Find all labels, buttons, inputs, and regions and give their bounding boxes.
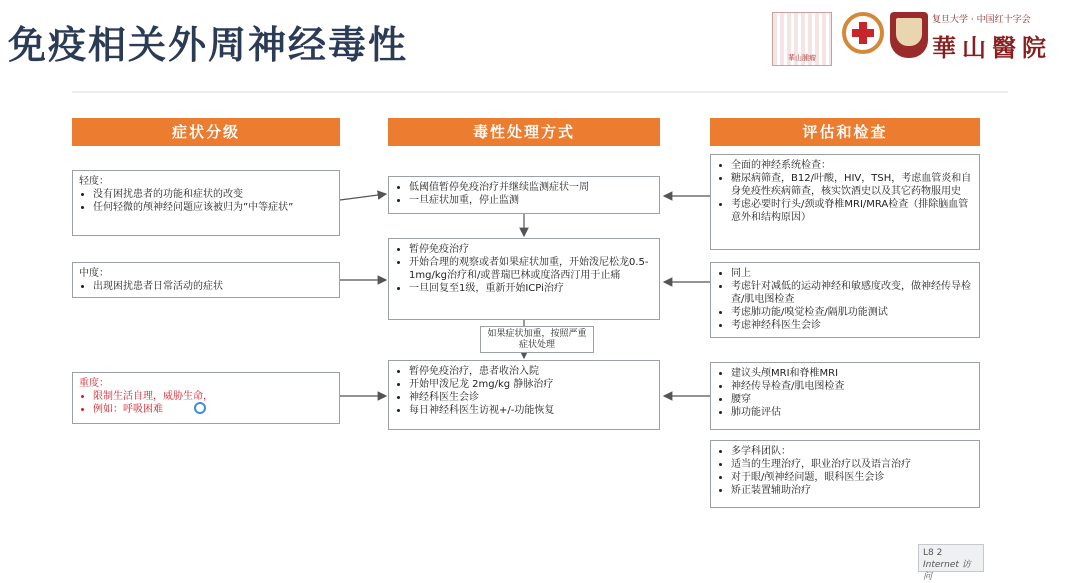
eval-team-item: • 适当的生理治疗，职业治疗以及语言治疗 bbox=[731, 458, 973, 471]
eval-severe-item: • 腰穿 bbox=[731, 393, 973, 406]
badge-line-1: L8 2 bbox=[923, 548, 943, 558]
manage-moderate-item: • 开始合理的观察或者如果症状加重，开始泼尼松龙0.5-1mg/kg治疗和/或普瑞巴林或度洛西汀用于止痛 bbox=[409, 256, 653, 282]
eval-severe-item: • 肺功能评估 bbox=[731, 406, 973, 419]
cancer-center-caption: 華山腫瘤 bbox=[788, 54, 816, 62]
page-title: 免疫相关外周神经毒性 bbox=[8, 23, 409, 67]
eval-team-item: • 对于眼/颅神经问题，眼科医生会诊 bbox=[731, 471, 973, 484]
logo-subtitle: 复旦大学 · 中国红十字会 bbox=[932, 15, 1031, 25]
escalation-note: 如果症状加重，按照严重症状处理 bbox=[480, 326, 594, 353]
eval-severe-box bbox=[710, 362, 980, 430]
eval-mild-item: • 糖尿病筛查，B12/叶酸，HIV，TSH，考虑血管炎和自身免疫性疾病筛查，核实饮酒史以及其它药物服用史 bbox=[731, 172, 973, 198]
manage-moderate-item: • 一旦回复至1级，重新开始ICPi治疗 bbox=[409, 282, 653, 295]
eval-moderate-item: • 同上 bbox=[731, 267, 973, 280]
eval-team-box bbox=[710, 440, 980, 508]
grade-severe-item: • 限制生活自理，威胁生命， bbox=[93, 390, 333, 403]
grade-moderate-item: • 出现困扰患者日常活动的症状 bbox=[93, 280, 333, 293]
eval-mild-item: • 全面的神经系统检查： bbox=[731, 159, 973, 172]
manage-mild-item: • 一旦症状加重，停止监测 bbox=[409, 194, 653, 207]
manage-mild-item: • 低阈值暂停免疫治疗并继续监测症状一周 bbox=[409, 181, 653, 194]
arrow-mild-grade bbox=[340, 194, 386, 200]
manage-severe-item: • 神经科医生会诊 bbox=[409, 391, 653, 404]
eval-severe-item: • 建议头颅MRI和脊椎MRI bbox=[731, 367, 973, 380]
grade-mild-item: • 任何轻微的颅神经问题应该被归为”中等症状” bbox=[93, 201, 333, 214]
eval-moderate-item: • 考虑神经科医生会诊 bbox=[731, 319, 973, 332]
eval-moderate-item: • 考虑肺功能/嗅觉检查/隔肌功能测试 bbox=[731, 306, 973, 319]
eval-severe-item: • 神经传导检查/肌电图检查 bbox=[731, 380, 973, 393]
mouse-cursor-icon bbox=[194, 402, 206, 414]
eval-team-item: • 矫正装置辅助治疗 bbox=[731, 484, 973, 497]
grade-moderate-box bbox=[72, 262, 340, 298]
eval-mild-item: • 考虑必要时行头/颈或脊椎MRI/MRA检查（排除脑血管意外和结构原因） bbox=[731, 198, 973, 224]
grade-mild-label: 轻度： bbox=[79, 176, 109, 187]
grade-moderate-label: 中度： bbox=[79, 268, 109, 279]
manage-moderate-box bbox=[388, 238, 660, 320]
eval-moderate-box bbox=[710, 262, 980, 338]
slide-status-badge bbox=[918, 544, 984, 582]
manage-severe-item: • 每日神经科医生访视+/-功能恢复 bbox=[409, 404, 653, 417]
header-grading: 症状分级 bbox=[72, 118, 340, 146]
grade-severe-box bbox=[72, 372, 340, 424]
manage-severe-item: • 开始甲泼尼龙 2mg/kg 静脉治疗 bbox=[409, 378, 653, 391]
manage-severe-box bbox=[388, 360, 660, 430]
eval-moderate-item: • 考虑针对减低的运动神经和敏感度改变，做神经传导检查/肌电图检查 bbox=[731, 280, 973, 306]
badge-line-2: Internet 访问 bbox=[923, 560, 971, 582]
manage-severe-item: • 暂停免疫治疗，患者收治入院 bbox=[409, 365, 653, 378]
header-management: 毒性处理方式 bbox=[388, 118, 660, 146]
grade-severe-item: • 例如：呼吸困难 bbox=[93, 403, 333, 416]
grade-severe-label: 重度： bbox=[79, 378, 109, 389]
manage-mild-box bbox=[388, 176, 660, 214]
grade-mild-box bbox=[72, 170, 340, 236]
grade-mild-item: • 没有困扰患者的功能和症状的改变 bbox=[93, 188, 333, 201]
header-evaluation: 评估和检查 bbox=[710, 118, 980, 146]
eval-mild-box bbox=[710, 154, 980, 250]
eval-team-item: • 多学科团队： bbox=[731, 445, 973, 458]
manage-moderate-item: • 暂停免疫治疗 bbox=[409, 243, 653, 256]
hospital-name-logo: 華山醫院 bbox=[932, 33, 1052, 62]
